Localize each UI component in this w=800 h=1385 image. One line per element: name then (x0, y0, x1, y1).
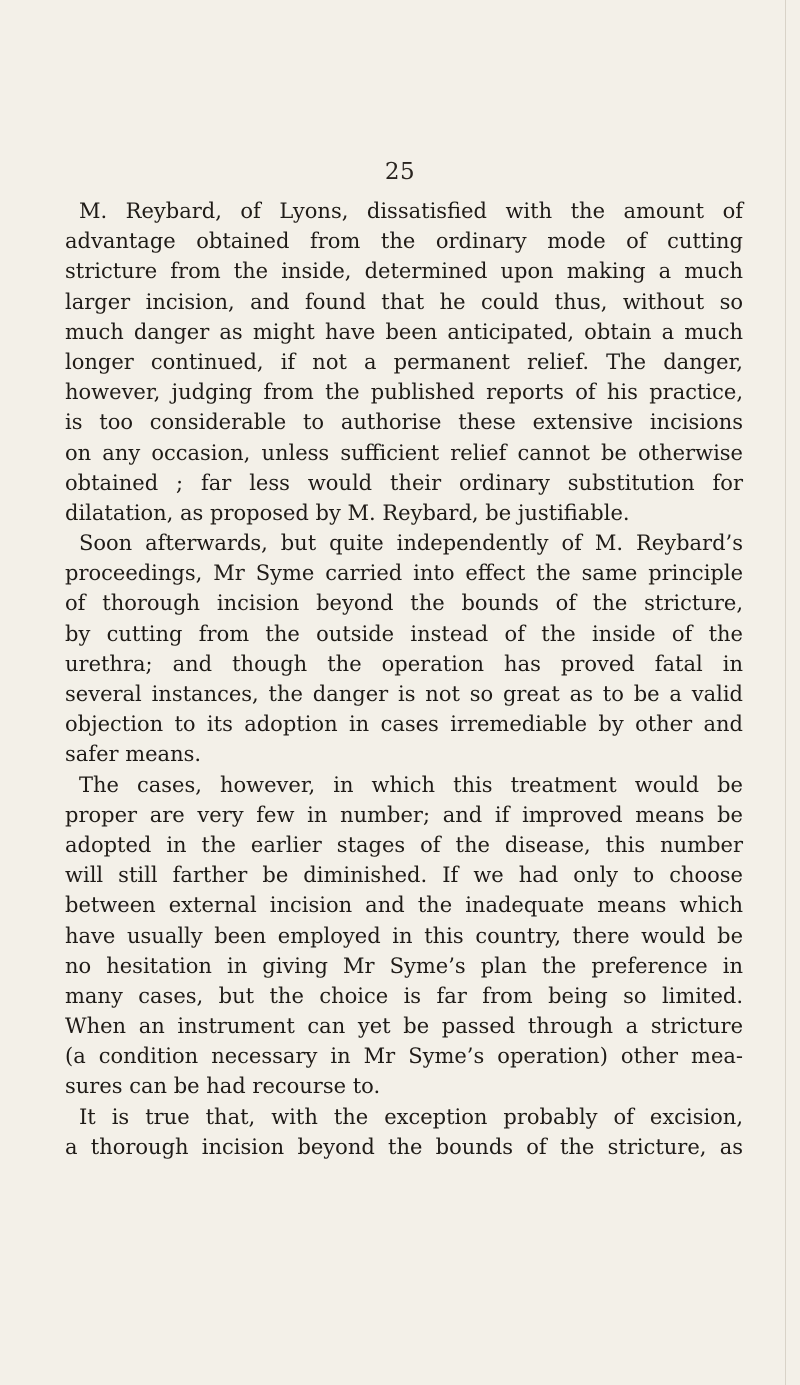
text-line: When an instrument can yet be passed through a stricture (65, 1014, 743, 1039)
text-line: The cases, however, in which this treatment would be (79, 772, 743, 797)
text-line: objection to its adoption in cases irremediable by other and (65, 712, 743, 737)
text-line: no hesitation in giving Mr Syme’s plan the preference in (65, 953, 743, 978)
text-line: larger incision, and found that he could thus, without so (65, 289, 743, 314)
text-line: sures can be had recourse to. (65, 1074, 381, 1099)
text-line: by cutting from the outside instead of the inside of the (65, 621, 743, 646)
text-line: several instances, the danger is not so great as to be a valid (65, 682, 743, 706)
text-line: advantage obtained from the ordinary mode of cutting (65, 229, 743, 254)
body-text (65, 196, 743, 1162)
text-line: a thorough incision beyond the bounds of the stricture, as (65, 1134, 743, 1159)
text-line: (a condition necessary in Mr Syme’s operation) other mea- (65, 1044, 743, 1069)
text-line: much danger as might have been anticipated, obtain a much (65, 319, 743, 344)
text-line: adopted in the earlier stages of the disease, this number (65, 832, 743, 857)
text-line: safer means. (65, 742, 202, 767)
text-line: is too considerable to authorise these extensive incisions (65, 410, 743, 435)
text-line: M. Reybard, of Lyons, dissatisfied with the amount of (79, 199, 743, 223)
text-line: proper are very few in number; and if improved means be (65, 802, 743, 827)
text-line: stricture from the inside, determined upon making a much (65, 259, 743, 284)
text-line: longer continued, if not a permanent relief. The danger, (65, 349, 743, 374)
text-line: will still farther be diminished. If we had only to choose (65, 863, 743, 888)
text-line: dilatation, as proposed by M. Reybard, be justifiable. (65, 500, 630, 525)
text-line: many cases, but the choice is far from being so limited. (65, 983, 743, 1008)
text-line: between external incision and the inadequate means which (65, 893, 743, 918)
text-line: on any occasion, unless sufficient relief cannot be otherwise (65, 440, 743, 465)
text-line: urethra; and though the operation has proved fatal in (65, 651, 743, 676)
text-line: have usually been employed in this country, there would be (65, 923, 743, 948)
text-line: It is true that, with the exception probably of excision, (79, 1104, 743, 1129)
text-line: proceedings, Mr Syme carried into effect the same principle (65, 561, 743, 586)
text-line: obtained ; far less would their ordinary substitution for (65, 470, 743, 495)
page-number: 25 (384, 159, 416, 185)
page-edge-shadow (785, 0, 786, 1385)
text-line: of thorough incision beyond the bounds of the stricture, (65, 591, 743, 616)
text-line: Soon afterwards, but quite independently of M. Reybard’s (79, 531, 743, 556)
text-line: however, judging from the published reports of his practice, (65, 380, 743, 405)
